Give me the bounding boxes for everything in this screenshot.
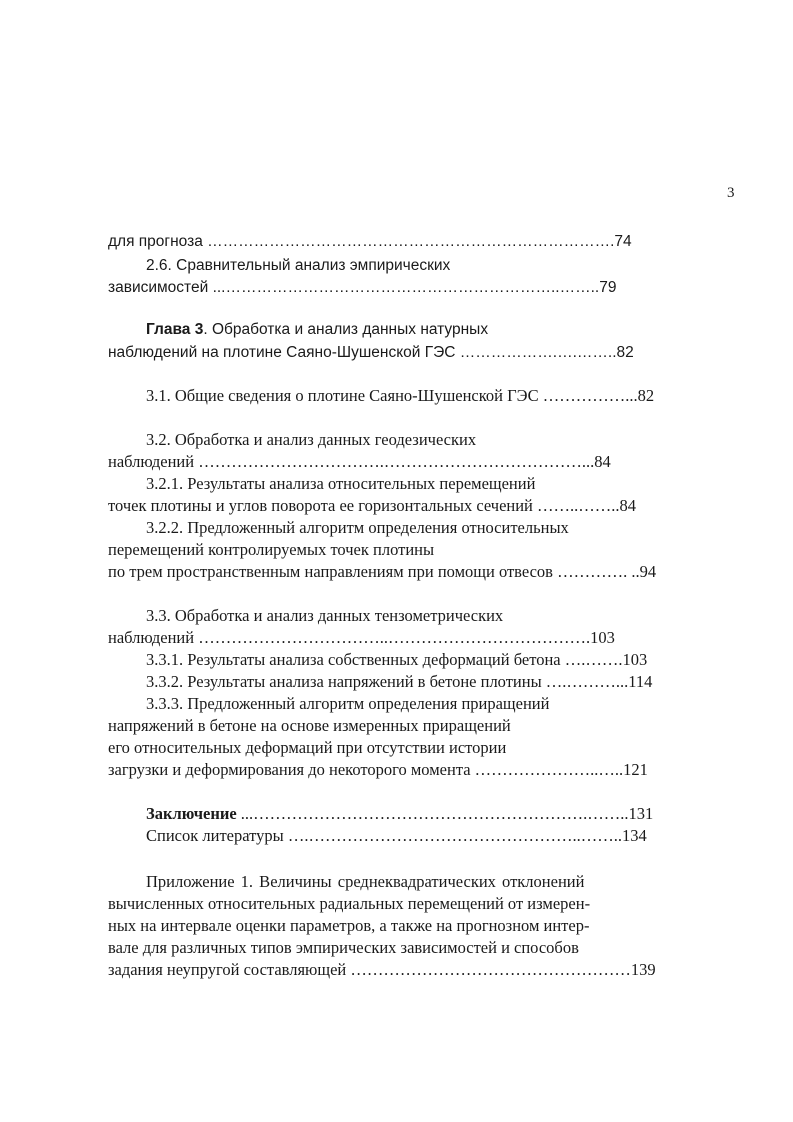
conclusion-label: Заключение — [146, 804, 237, 823]
toc-entry-3-2-2-line2: перемещений контролируемых точек плотины — [108, 540, 435, 559]
toc-chapter-3-line2: наблюдений на плотине Саяно-Шушенской ГЭС ……………….….……..82 — [108, 344, 634, 361]
chapter-3-label: Глава 3 — [146, 321, 204, 338]
toc-entry-2-6-heading: 2.6. Сравнительный анализ эмпирических — [146, 257, 451, 274]
toc-entry-3-3-3-line2: напряжений в бетоне на основе измеренных приращений — [108, 716, 511, 735]
toc-conclusion — [146, 804, 653, 824]
toc-entry-continuation-forecast: для прогноза …………………………………………………………………….74 — [108, 233, 632, 250]
toc-entry-3-1: 3.1. Общие сведения о плотине Саяно-Шушенской ГЭС ……………...82 — [146, 386, 655, 405]
toc-entry-3-2-2-line3: по трем пространственным направлениям при помощи отвесов …………. ..94 — [108, 562, 657, 581]
toc-entry-3-3-line2: наблюдений ……………………………..……………………………….103 — [108, 628, 615, 647]
chapter-3-title: . Обработка и анализ данных натурных — [203, 321, 489, 338]
toc-entry-3-3-1: 3.3.1. Результаты анализа собственных деформаций бетона ….…….103 — [146, 650, 648, 669]
toc-references: Список литературы ….…………………………………………..……..134 — [146, 826, 647, 845]
toc-appendix-1-line4: вале для различных типов эмпирических зависимостей и способов — [108, 938, 579, 957]
toc-appendix-1-line5: задания неупругой составляющей ……………………………………………139 — [108, 960, 656, 979]
toc-entry-3-3-3-line3: его относительных деформаций при отсутствии истории — [108, 738, 507, 757]
toc-entry-3-3-3-line4: загрузки и деформирования до некоторого момента …………………..…..121 — [108, 760, 648, 779]
toc-entry-3-2-2-heading: 3.2.2. Предложенный алгоритм определения относительных — [146, 518, 569, 537]
toc-entry-3-2-line2: наблюдений …………………………….………………………………...84 — [108, 452, 611, 471]
toc-entry-3-3-3-heading: 3.3.3. Предложенный алгоритм определения приращений — [146, 694, 550, 713]
toc-entry-3-2-1-line2: точек плотины и углов поворота ее горизонтальных сечений ……..……..84 — [108, 496, 637, 515]
page-number: 3 — [727, 185, 735, 201]
toc-entry-3-3-heading: 3.3. Обработка и анализ данных тензометрических — [146, 606, 504, 625]
toc-appendix-1-heading: Приложение 1. Величины среднеквадратических отклонений — [146, 872, 585, 891]
toc-appendix-1-line3: ных на интервале оценки параметров, а также на прогнозном интер- — [108, 916, 590, 935]
toc-appendix-1-line2: вычисленных относительных радиальных перемещений от измерен- — [108, 894, 591, 913]
conclusion-leader: ...…………………………………………………….……..131 — [236, 804, 654, 823]
toc-entry-2-6-line2: зависимостей ...………………………………………………………..……..79 — [108, 279, 617, 296]
toc-chapter-3-heading — [146, 320, 488, 340]
toc-entry-3-2-heading: 3.2. Обработка и анализ данных геодезических — [146, 430, 477, 449]
toc-entry-3-2-1-heading: 3.2.1. Результаты анализа относительных перемещений — [146, 474, 536, 493]
toc-entry-3-3-2: 3.3.2. Результаты анализа напряжений в бетоне плотины ….………...114 — [146, 672, 653, 691]
